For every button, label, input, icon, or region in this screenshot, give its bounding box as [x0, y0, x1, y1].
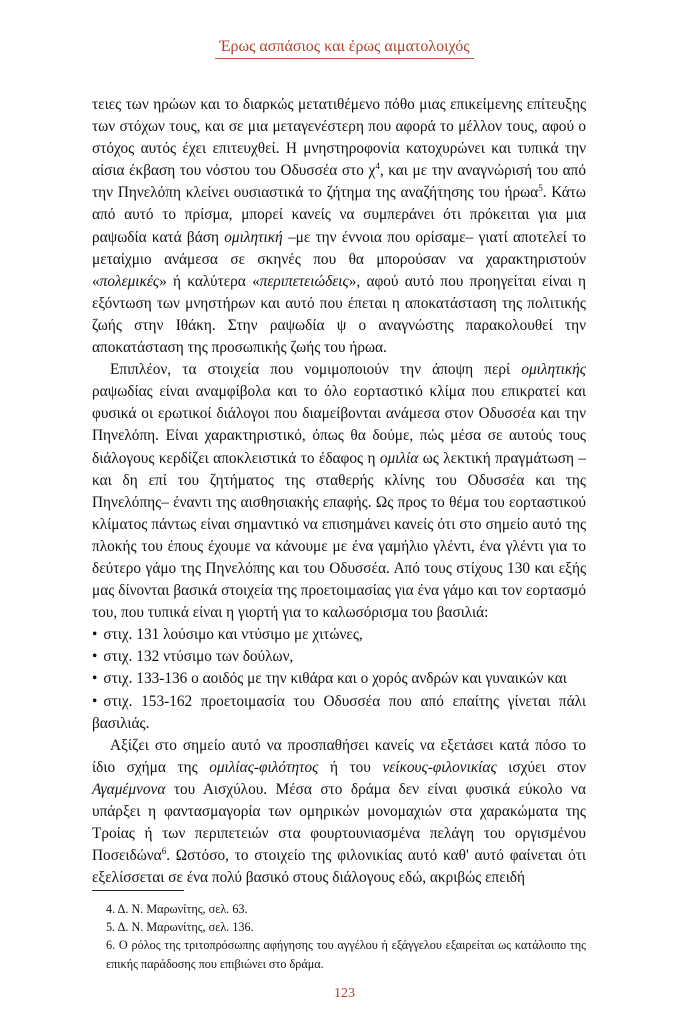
paragraph-2	[92, 359, 586, 624]
footnote-6: 6. Ο ρόλος της τριτοπρόσωπης αφήγησης του αγγέλου ή εξάγγελου εξαιρείται ως κατάλοιπο της επικής παράδοσης που επιβιώνει στο δράμα.	[106, 938, 586, 971]
footnote-ref: 5	[538, 183, 543, 194]
page-number: 123	[334, 986, 355, 1001]
text-run: τειες των ηρώων και το διαρκώς μετατιθέμενο πόθο μιας επικείμενης επίτευξης των στόχων τους, και σε μια μεταγενέστερη που αφορά το μέλλον τους, αφού ο στόχος αυτός έχει επιτευχθεί. Η μνηστηροφονία κατοχυρώνει και τυπικά την αίσια έκβαση του νόστου του Οδυσσέα στο χ	[92, 96, 586, 180]
footnotes	[92, 900, 586, 973]
italic-term: Αγαμέμνονα	[92, 780, 166, 798]
italic-term: περιπετειώδεις	[259, 272, 349, 290]
italic-term: πολεμικές	[99, 272, 160, 290]
bullet-item-1: • στιχ. 131 λούσιμο και ντύσιμο με χιτώνες,	[92, 624, 586, 646]
text-run: ως λεκτική πραγμάτωση –και δη επί του ζητήματος της σταθερής κλίνης του Οδυσσέα και της Πηνελόπης– έναντι της αισθησιακής επαφής. Ως προς το θέμα του εορταστικού κλίματος πάντως είναι σημαντικό να επισημάνει κανείς ότι στο σημείο αυτό της πλοκής του έπους έχουμε να κάνουμε με ένα γαμήλιο γλέντι, ένα γλέντι για το δεύτερο γάμο της Πηνελόπης και του Οδυσσέα. Από τους στίχους 130 και εξής μας δίνονται βασικά στοιχεία της προετοιμασίας για ένα γάμο και τον εορτασμό του, που τυπικά είναι η γιορτή για το καλωσόρισμα του βασιλιά:	[92, 449, 586, 622]
text-run: », αφού αυτό που προηγείται είναι η εξόντωση των μνηστήρων και αυτό που έπεται η αποκατάσταση της πολιτικής ζωής στην Ιθάκη. Στην ραψωδία ψ ο αναγνώστης παρακολουθεί την αποκατάσταση της προσωπικής ζωής του ήρωα.	[92, 272, 586, 357]
text-run: ή του	[318, 758, 383, 776]
footnote-ref: 6	[161, 846, 167, 857]
body-text	[92, 94, 586, 889]
text-run: του Αισχύλου. Μέσα στο δράμα δεν είναι φυσικά εύκολο να υπάρξει η φαντασμαγορία των ομηρικών μονομαχιών στα χαρακώματα της Τροίας ή των περιπετειών στα φουρτουνιασμένα πελάγη του οργισμένου Ποσειδώνα	[92, 780, 586, 865]
running-title: Έρως ασπάσιος και έρως αιματολοιχός	[215, 38, 473, 59]
paragraph-1	[92, 94, 586, 359]
text-run: ισχύει στον	[496, 758, 587, 776]
paragraph-3	[92, 735, 586, 890]
text-run: Αξίζει στο σημείο αυτό να προσπαθήσει κανείς να εξετάσει κατά πόσο το ίδιο σχήμα της	[92, 736, 586, 776]
text-run: » ή καλύτερα «	[159, 272, 260, 290]
footnote-5: 5. Δ. Ν. Μαρωνίτης, σελ. 136.	[106, 920, 254, 935]
bullet-item-3: • στιχ. 133-136 ο αοιδός με την κιθάρα και ο χορός ανδρών και γυναικών και	[92, 668, 586, 690]
text-run: Επιπλέον, τα στοιχεία που νομιμοποιούν την άποψη περί	[110, 361, 522, 379]
running-header	[0, 38, 689, 56]
text-run: . Ωστόσο, το στοιχείο της φιλονικίας αυτό καθ' αυτό φαίνεται ότι εξελίσσεται σε ένα πολύ βασικό στους διάλογους εδώ, ακριβώς επειδή	[92, 847, 586, 887]
italic-term: ομιλία	[379, 449, 419, 467]
text-run: . Κάτω από αυτό το πρίσμα, μπορεί κανείς να συμπεράνει ότι πρόκειται για μια ραψωδία κατά βάση	[92, 184, 586, 246]
text-run: –με την έννοια που ορίσαμε– γιατί αποτελεί το μεταίχμιο ανάμεσα σε σκηνές που θα μπορούσαν να χαρακτηριστούν «	[92, 228, 586, 290]
bullet-item-4: • στιχ. 153-162 προετοιμασία του Οδυσσέα που από επαίτης γίνεται πάλι βασιλιάς.	[92, 691, 586, 735]
italic-term: ομιλίας-φιλότητος	[209, 758, 319, 776]
text-run: , και με την αναγνώρισή του από την Πηνελόπη κλείνει ουσιαστικά το ζήτημα της αναζήτησης του ήρωα	[92, 162, 586, 202]
footnote-ref: 4	[375, 161, 380, 172]
italic-term: ομιλητική	[224, 228, 283, 246]
italic-term: νείκους-φιλονικίας	[382, 758, 497, 776]
footnote-separator	[92, 890, 184, 891]
footnote-4: 4. Δ. Ν. Μαρωνίτης, σελ. 63.	[106, 902, 248, 916]
italic-term: ομιλητικής	[521, 361, 586, 379]
text-run: ραψωδίας είναι αναμφίβολα και το όλο εορταστικό κλίμα που επικρατεί και φυσικά οι ερωτικοί διάλογοι που διαμείβονται ανάμεσα στον Οδυσσέα και την Πηνελόπη. Είναι χαρακτηριστικό, όπως θα δούμε, πώς μέσα σε αυτούς τους διάλογους κερδίζει αποκλειστικά το έδαφος η	[92, 383, 586, 467]
bullet-item-2: • στιχ. 132 ντύσιμο των δούλων,	[92, 646, 586, 668]
